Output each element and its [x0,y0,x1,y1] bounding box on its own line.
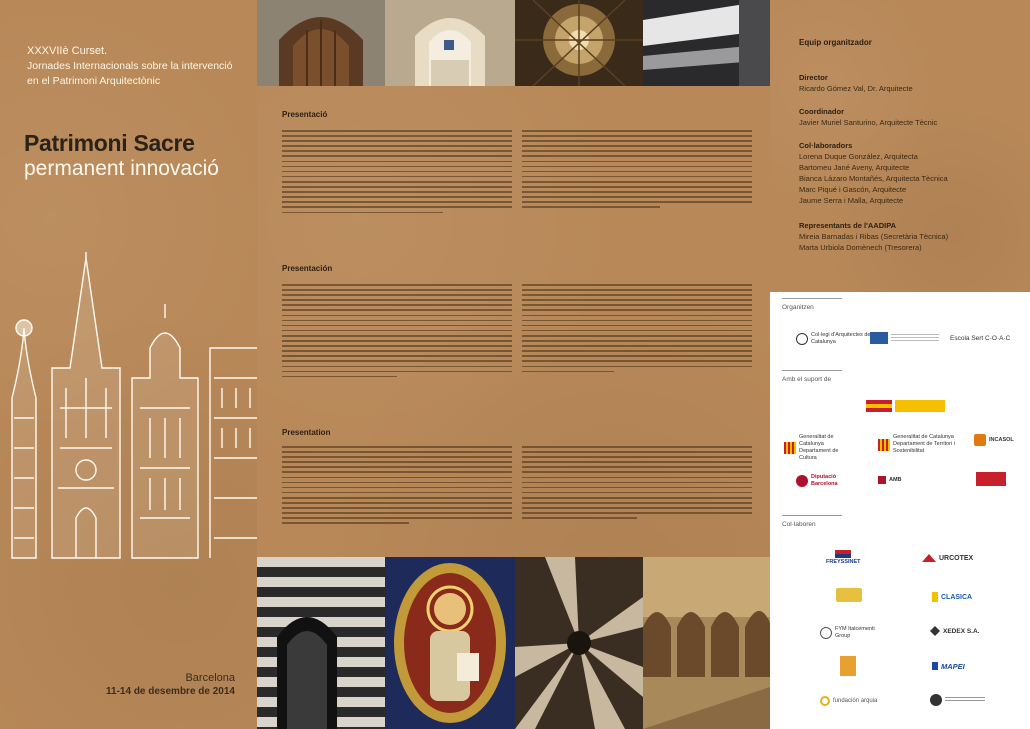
logo-coac: Col·legi d'Arquitectes de Catalunya [796,332,871,346]
photo-wooden-door [257,0,385,86]
city-name: Barcelona [185,672,235,684]
coordinator-name: Javier Muriel Santurino, Arquitecte Tècnic [799,118,938,127]
green-brand-icon [836,588,862,602]
coordinator-label: Coordinador [799,107,844,116]
collaborator-item: Jaume Serra i Malla, Arquitecte [799,196,904,205]
edition-block [27,44,252,89]
role-coordinator [799,106,1024,128]
logo-incasol: INCASOL [974,434,1014,446]
collaborator-item: Lorena Duque González, Arquitecta [799,152,918,161]
photo-arched-niche [385,0,515,86]
logo-ajuntament [976,472,1006,486]
edition-title: XXXVIIè Curset. [27,45,108,57]
mapei-icon [932,662,938,670]
collaborators-label: Col·laboradors [799,141,853,150]
center-panel [257,0,770,729]
text-presentacion-col2 [522,284,752,376]
logo-spanish-ministry [866,400,945,412]
logo-block-blue [870,332,939,344]
logo-arquia: fundación arquia [820,696,877,706]
incasol-icon [974,434,986,446]
clasica-icon [932,592,938,602]
logo-gencat-territori: Generalitat de Catalunya Departament de Territori i Sostenibilitat [878,434,960,455]
logo-fym: FYM Italcementi Group [820,626,877,640]
diputacio-icon [796,475,808,487]
photo-romanesque-fresco [385,557,515,729]
director-name: Ricardo Gómez Val, Dr. Arquitecte [799,84,913,93]
divider [782,515,842,516]
logo-orange-block [840,656,856,676]
text-presentacio-col1 [282,130,512,217]
logo-gencat-cultura: Generalitat de Catalunya Departament de Cultura [784,434,856,462]
amb-icon [878,476,886,484]
text-presentation-col1 [282,446,512,528]
edition-line-2: en el Patrimoni Arquitectònic [27,75,161,87]
organitzen-label: Organitzen [782,304,814,311]
logo-cooperative [930,694,985,706]
logo-green-brand [836,588,862,602]
organizing-team [770,0,1030,292]
heading-presentacion: Presentación [282,264,333,273]
event-dates: 11-14 de desembre de 2014 [106,686,235,697]
gencat-icon [784,442,796,454]
edition-line-1: Jornades Internacionals sobre la intervenció [27,60,233,72]
logo-mapei: MAPEI [932,662,965,670]
logo-escola-sert: Escola Sert C·O·A·C [950,335,1011,342]
logo-urcotex: URCOTEX [922,554,973,562]
cover-panel [0,0,257,729]
collaborator-item: Marc Piqué i Gascón, Arquitecte [799,185,907,194]
sponsor-logos [770,292,1030,729]
logo-freyssinet: FREYSSINET [826,550,861,566]
cover-title: Patrimoni Sacre [24,130,195,156]
col-label: Col·laboren [782,521,816,528]
collaborator-item: Bianca Lázaro Montañés, Arquitecta Tècnica [799,174,948,183]
city-dates-block [106,672,235,697]
text-presentacio-col2 [522,130,752,212]
spain-crest-icon [866,400,892,412]
representative-item: Mireia Barnadas i Ribas (Secretària Tècnica) [799,232,949,241]
cooperative-icon [930,694,942,706]
logo-amb: AMB [878,476,902,484]
institution-logo-icon [870,332,888,344]
logo-diputacio: Diputació Barcelona [796,474,845,488]
gencat-icon [878,439,890,451]
heading-presentacio: Presentació [282,110,328,119]
photo-dome-ceiling [515,0,643,86]
role-representatives [799,220,1024,253]
representative-item: Marta Urbiola Domènech (Tresorera) [799,243,922,252]
orange-brand-icon [840,656,856,676]
collaborator-item: Bartomeu Jané Aveny, Arquitecte [799,163,910,172]
photo-cloister [643,557,770,729]
freyssinet-icon [835,550,851,558]
cover-subtitle: permanent innovació [24,157,219,180]
text-presentation-col2 [522,446,752,522]
photo-spiral-staircase [515,557,643,729]
role-director [799,72,1024,94]
arquia-icon [820,696,830,706]
divider [782,298,842,299]
photo-striped-arches [257,557,385,729]
photo-modern-light [643,0,770,86]
fym-icon [820,627,832,639]
logo-clasica: CLASICA [932,592,972,602]
xedex-icon [930,626,940,636]
coac-emblem-icon [796,333,808,345]
representatives-label: Representants de l'AADIPA [799,221,897,230]
church-skyline-illustration [0,248,257,560]
text-presentacion-col1 [282,284,512,381]
divider [782,370,842,371]
suport-label: Amb el suport de [782,376,832,383]
urcotex-icon [922,554,936,562]
right-panel [770,0,1030,729]
logo-xedex: XEDEX S.A. [930,626,979,636]
role-collaborators [799,140,1024,206]
heading-presentation: Presentation [282,428,331,437]
team-title: Equip organitzador [799,38,872,47]
director-label: Director [799,73,828,82]
